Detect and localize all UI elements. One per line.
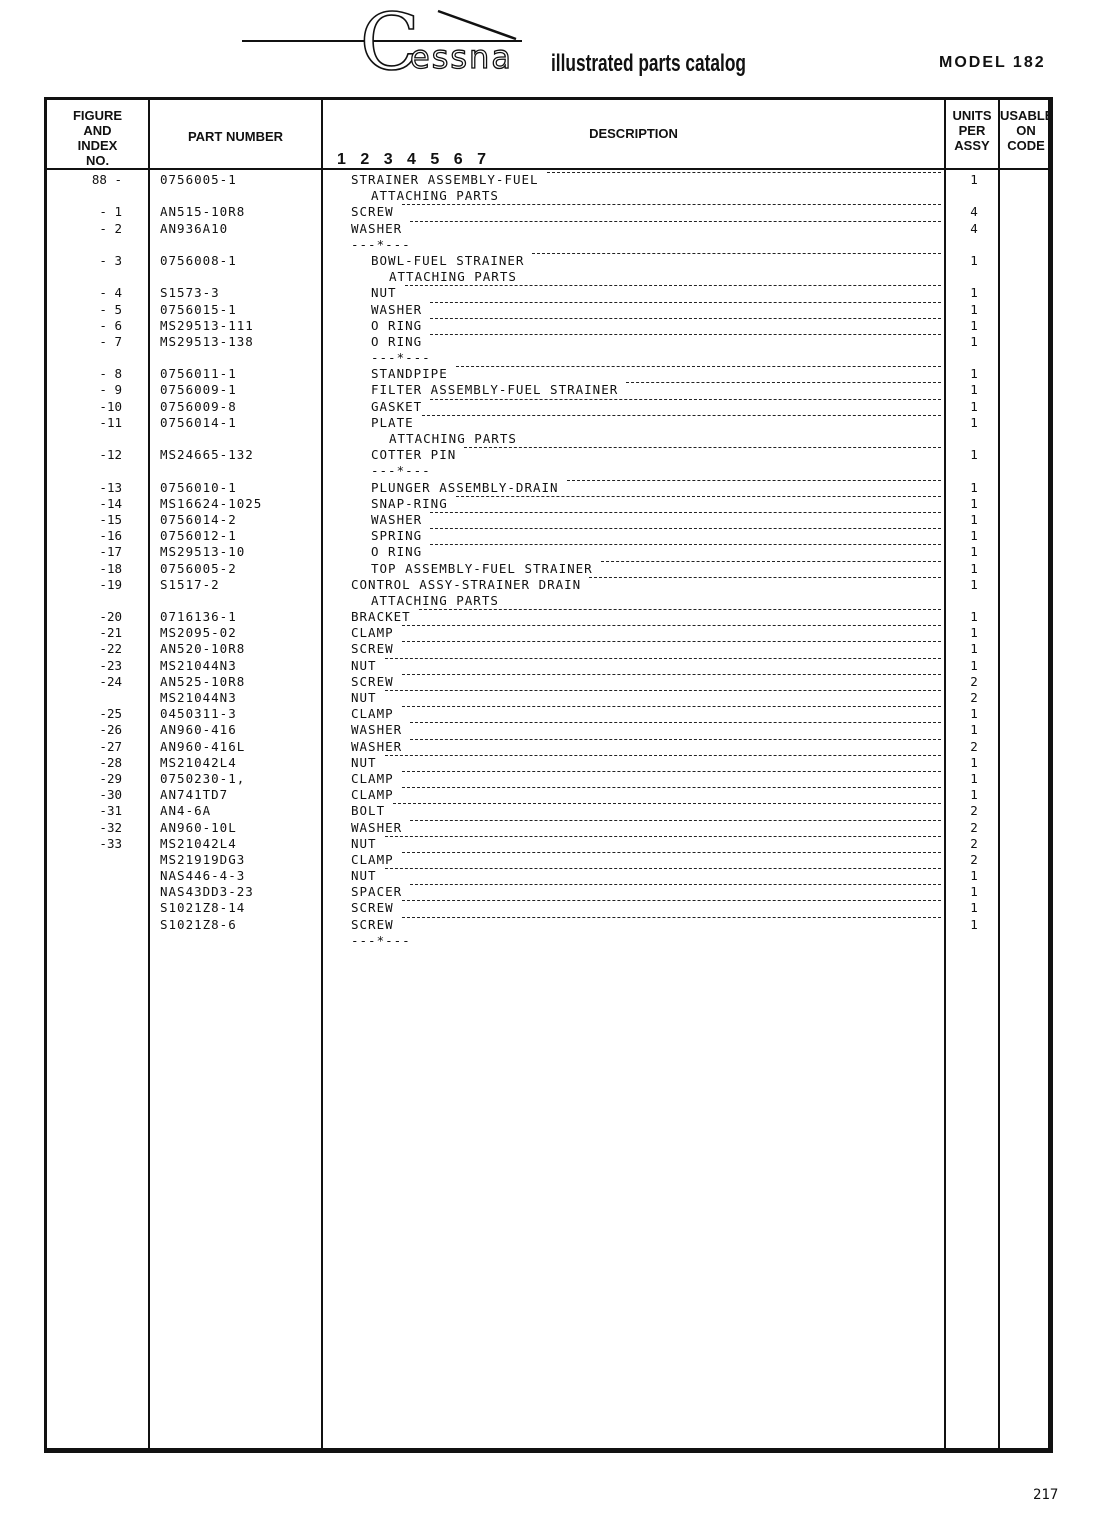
part-number: 0756009-8 xyxy=(160,398,237,414)
figure-index: -27 xyxy=(99,738,122,754)
table-row xyxy=(0,593,1113,609)
figure-index: -26 xyxy=(99,722,122,738)
leader-line xyxy=(430,302,941,303)
units-per-assy: 1 xyxy=(970,657,978,673)
description: NUT xyxy=(371,285,397,301)
table-row xyxy=(0,625,1113,641)
leader-line xyxy=(402,900,941,901)
description: SPACER xyxy=(351,884,403,900)
part-number: 0716136-1 xyxy=(160,609,237,625)
table-row xyxy=(0,787,1113,803)
table-row xyxy=(0,577,1113,593)
table-row xyxy=(0,544,1113,560)
units-per-assy: 2 xyxy=(970,851,978,867)
units-per-assy: 2 xyxy=(970,819,978,835)
leader-line xyxy=(402,625,941,626)
part-number: AN525-10R8 xyxy=(160,673,246,689)
model-label: MODEL 182 xyxy=(939,54,1046,71)
figure-index: -28 xyxy=(99,754,122,770)
table-row xyxy=(0,690,1113,706)
table-row xyxy=(0,350,1113,366)
leader-line xyxy=(430,318,941,319)
part-number: 0750230-1, xyxy=(160,770,246,786)
description: ---*--- xyxy=(351,236,411,252)
description: COTTER PIN xyxy=(371,447,457,463)
description: CONTROL ASSY-STRAINER DRAIN xyxy=(351,576,582,592)
part-number: S1021Z8-6 xyxy=(160,916,237,932)
units-per-assy: 2 xyxy=(970,690,978,705)
units-per-assy: 1 xyxy=(970,560,978,576)
units-per-assy: 1 xyxy=(970,301,978,317)
leader-line xyxy=(385,755,941,756)
header-figure: FIGURE AND INDEX NO. xyxy=(72,108,123,168)
units-per-assy: 1 xyxy=(970,787,978,803)
figure-index: - 6 xyxy=(99,317,122,333)
units-per-assy: 1 xyxy=(970,641,978,657)
description: ---*--- xyxy=(371,463,431,479)
description: O RING xyxy=(371,544,423,560)
description: PLATE xyxy=(371,414,414,430)
units-per-assy: 1 xyxy=(970,722,978,738)
part-number: MS2095-02 xyxy=(160,625,237,641)
description: BOLT xyxy=(351,803,386,819)
description: NUT xyxy=(351,754,377,770)
description: SCREW xyxy=(351,900,394,916)
units-per-assy: 2 xyxy=(970,673,978,689)
table-row xyxy=(0,771,1113,787)
part-number: MS24665-132 xyxy=(160,447,254,463)
table-row xyxy=(0,674,1113,690)
leader-line xyxy=(456,366,941,367)
figure-index: - 7 xyxy=(99,333,122,349)
table-row xyxy=(0,172,1113,188)
table-row xyxy=(0,658,1113,674)
figure-index: - 9 xyxy=(99,382,122,398)
units-per-assy: 1 xyxy=(970,252,978,268)
table-row xyxy=(0,917,1113,933)
catalog-title: illustrated parts catalog xyxy=(551,50,746,77)
figure-index: -32 xyxy=(99,819,122,835)
figure-index: 88 - xyxy=(91,172,122,187)
units-per-assy: 1 xyxy=(970,754,978,770)
leader-line xyxy=(402,787,941,788)
description: GASKET xyxy=(371,398,423,414)
units-per-assy: 2 xyxy=(970,803,978,819)
leader-line xyxy=(430,399,941,400)
figure-index: -10 xyxy=(99,398,122,414)
leader-line xyxy=(456,496,941,497)
part-number: AN960-416L xyxy=(160,738,246,754)
part-number: MS21044N3 xyxy=(160,690,237,705)
table-row xyxy=(0,221,1113,237)
table-row xyxy=(0,609,1113,625)
description: NUT xyxy=(351,835,377,851)
part-number: MS29513-138 xyxy=(160,333,254,349)
table-row xyxy=(0,399,1113,415)
header-units: UNITS PER ASSY xyxy=(952,108,992,153)
logo-initial: C xyxy=(360,0,420,88)
figure-index: -33 xyxy=(99,835,122,851)
table-row xyxy=(0,463,1113,479)
header-description: DESCRIPTION xyxy=(589,126,678,141)
description: SCREW xyxy=(351,916,394,932)
units-per-assy: 2 xyxy=(970,835,978,851)
leader-line xyxy=(547,172,941,173)
leader-line xyxy=(410,820,941,821)
description: STRAINER ASSEMBLY-FUEL xyxy=(351,172,539,187)
description: STANDPIPE xyxy=(371,366,448,382)
table-row xyxy=(0,480,1113,496)
table-row xyxy=(0,641,1113,657)
part-number: MS21042L4 xyxy=(160,754,237,770)
description: NUT xyxy=(351,657,377,673)
table-row xyxy=(0,496,1113,512)
figure-index: -23 xyxy=(99,657,122,673)
description: O RING xyxy=(371,333,423,349)
units-per-assy: 1 xyxy=(970,317,978,333)
table-row xyxy=(0,884,1113,900)
table-row xyxy=(0,528,1113,544)
part-number: 0450311-3 xyxy=(160,706,237,722)
table-row xyxy=(0,836,1113,852)
table-row xyxy=(0,431,1113,447)
leader-line xyxy=(402,852,941,853)
figure-index: -12 xyxy=(99,447,122,463)
table-row xyxy=(0,188,1113,204)
description: PLUNGER ASSEMBLY-DRAIN xyxy=(371,479,559,495)
units-per-assy: 1 xyxy=(970,868,978,884)
table-row xyxy=(0,447,1113,463)
table-row xyxy=(0,204,1113,220)
figure-index: -30 xyxy=(99,787,122,803)
leader-line xyxy=(385,868,941,869)
figure-index: -16 xyxy=(99,528,122,544)
units-per-assy: 1 xyxy=(970,576,978,592)
part-number: 0756015-1 xyxy=(160,301,237,317)
table-row xyxy=(0,852,1113,868)
parts-rows xyxy=(0,172,1113,949)
leader-line xyxy=(430,544,941,545)
table-row xyxy=(0,900,1113,916)
table-row xyxy=(0,366,1113,382)
units-per-assy: 1 xyxy=(970,285,978,301)
part-number: AN960-10L xyxy=(160,819,237,835)
leader-line xyxy=(410,739,941,740)
units-per-assy: 1 xyxy=(970,770,978,786)
units-per-assy: 1 xyxy=(970,382,978,398)
table-row xyxy=(0,237,1113,253)
leader-line xyxy=(419,609,941,610)
description: SPRING xyxy=(371,528,423,544)
page-number: 217 xyxy=(1033,1487,1059,1503)
description: WASHER xyxy=(351,722,403,738)
table-row xyxy=(0,868,1113,884)
figure-index: - 5 xyxy=(99,301,122,317)
description: O RING xyxy=(371,317,423,333)
description: ---*--- xyxy=(351,932,411,948)
leader-line xyxy=(601,561,941,562)
leader-line xyxy=(626,382,941,383)
units-per-assy: 1 xyxy=(970,916,978,932)
description: SCREW xyxy=(351,641,394,657)
units-per-assy: 1 xyxy=(970,884,978,900)
figure-index: -11 xyxy=(99,414,122,430)
figure-index: -21 xyxy=(99,625,122,641)
header-part-number: PART NUMBER xyxy=(187,129,284,144)
part-number: MS29513-10 xyxy=(160,544,246,560)
table-row xyxy=(0,706,1113,722)
units-per-assy: 1 xyxy=(970,511,978,527)
table-row xyxy=(0,334,1113,350)
leader-line xyxy=(402,674,941,675)
part-number: NAS446-4-3 xyxy=(160,868,246,884)
leader-line xyxy=(410,884,941,885)
leader-line xyxy=(385,690,941,691)
leader-line xyxy=(410,722,941,723)
leader-line xyxy=(402,706,941,707)
description: ATTACHING PARTS xyxy=(371,188,499,204)
description: SCREW xyxy=(351,204,394,220)
figure-index: -22 xyxy=(99,641,122,657)
part-number: 0756012-1 xyxy=(160,528,237,544)
table-row xyxy=(0,415,1113,431)
description: WASHER xyxy=(371,511,423,527)
description: NUT xyxy=(351,868,377,884)
part-number: AN936A10 xyxy=(160,220,229,236)
figure-index: -20 xyxy=(99,609,122,625)
figure-index: - 2 xyxy=(99,220,122,236)
part-number: 0756014-1 xyxy=(160,414,237,430)
units-per-assy: 1 xyxy=(970,544,978,560)
table-row xyxy=(0,561,1113,577)
description: ATTACHING PARTS xyxy=(389,269,517,285)
description: CLAMP xyxy=(351,770,394,786)
units-per-assy: 4 xyxy=(970,204,978,220)
part-number: MS21044N3 xyxy=(160,657,237,673)
description: BOWL-FUEL STRAINER xyxy=(371,252,525,268)
description: WASHER xyxy=(351,738,403,754)
leader-line xyxy=(402,917,941,918)
units-per-assy: 1 xyxy=(970,900,978,916)
leader-line xyxy=(422,415,941,416)
figure-index: -14 xyxy=(99,495,122,511)
part-number: AN515-10R8 xyxy=(160,204,246,220)
part-number: 0756014-2 xyxy=(160,511,237,527)
figure-index: - 1 xyxy=(99,204,122,220)
leader-line xyxy=(430,512,941,513)
description: CLAMP xyxy=(351,625,394,641)
units-per-assy: 2 xyxy=(970,738,978,754)
description: BRACKET xyxy=(351,609,411,625)
figure-index: -13 xyxy=(99,479,122,495)
description: CLAMP xyxy=(351,851,394,867)
table-row xyxy=(0,739,1113,755)
description: WASHER xyxy=(351,819,403,835)
units-per-assy: 1 xyxy=(970,366,978,382)
leader-line xyxy=(464,447,941,448)
part-number: S1021Z8-14 xyxy=(160,900,246,916)
table-row xyxy=(0,318,1113,334)
leader-line xyxy=(532,253,941,254)
leader-line xyxy=(410,221,941,222)
description: FILTER ASSEMBLY-FUEL STRAINER xyxy=(371,382,619,398)
figure-index: -31 xyxy=(99,803,122,819)
figure-index: - 4 xyxy=(99,285,122,301)
table-row xyxy=(0,269,1113,285)
part-number: MS16624-1025 xyxy=(160,495,263,511)
units-per-assy: 1 xyxy=(970,495,978,511)
description: CLAMP xyxy=(351,787,394,803)
description: NUT xyxy=(351,690,377,705)
leader-line xyxy=(405,285,941,286)
leader-line xyxy=(430,528,941,529)
figure-index: -24 xyxy=(99,673,122,689)
part-number: AN520-10R8 xyxy=(160,641,246,657)
figure-index: -15 xyxy=(99,511,122,527)
description: WASHER xyxy=(371,301,423,317)
units-per-assy: 1 xyxy=(970,414,978,430)
units-per-assy: 1 xyxy=(970,333,978,349)
description: ATTACHING PARTS xyxy=(389,431,517,446)
table-row xyxy=(0,253,1113,269)
part-number: S1573-3 xyxy=(160,285,220,301)
part-number: NAS43DD3-23 xyxy=(160,884,254,900)
figure-index: - 3 xyxy=(99,252,122,268)
header-usable: USABLE ON CODE xyxy=(1000,108,1054,153)
figure-index: -18 xyxy=(99,560,122,576)
leader-line xyxy=(567,480,941,481)
part-number: 0756009-1 xyxy=(160,382,237,398)
description: TOP ASSEMBLY-FUEL STRAINER xyxy=(371,560,593,576)
figure-index: -25 xyxy=(99,706,122,722)
table-row xyxy=(0,933,1113,949)
part-number: AN960-416 xyxy=(160,722,237,738)
indent-level-digits: 1 2 3 4 5 6 7 xyxy=(337,151,491,168)
units-per-assy: 1 xyxy=(970,609,978,625)
units-per-assy: 1 xyxy=(970,625,978,641)
units-per-assy: 1 xyxy=(970,172,978,187)
leader-line xyxy=(402,641,941,642)
units-per-assy: 1 xyxy=(970,447,978,463)
units-per-assy: 1 xyxy=(970,479,978,495)
figure-index: -29 xyxy=(99,770,122,786)
part-number: S1517-2 xyxy=(160,576,220,592)
table-row xyxy=(0,302,1113,318)
figure-index: -19 xyxy=(99,576,122,592)
table-row xyxy=(0,722,1113,738)
leader-line xyxy=(385,836,941,837)
description: SCREW xyxy=(351,673,394,689)
table-row xyxy=(0,755,1113,771)
part-number: 0756008-1 xyxy=(160,252,237,268)
figure-index: -17 xyxy=(99,544,122,560)
leader-line xyxy=(385,658,941,659)
table-row xyxy=(0,382,1113,398)
description: CLAMP xyxy=(351,706,394,722)
leader-line xyxy=(589,577,941,578)
units-per-assy: 1 xyxy=(970,398,978,414)
part-number: MS29513-111 xyxy=(160,317,254,333)
leader-line xyxy=(393,803,941,804)
units-per-assy: 4 xyxy=(970,220,978,236)
table-row xyxy=(0,512,1113,528)
table-row xyxy=(0,803,1113,819)
header-divider xyxy=(47,168,1048,170)
description: WASHER xyxy=(351,220,403,236)
part-number: 0756005-1 xyxy=(160,172,237,187)
part-number: AN741TD7 xyxy=(160,787,229,803)
part-number: 0756011-1 xyxy=(160,366,237,382)
part-number: MS21042L4 xyxy=(160,835,237,851)
table-row xyxy=(0,285,1113,301)
description: SNAP-RING xyxy=(371,495,448,511)
figure-index: - 8 xyxy=(99,366,122,382)
leader-line xyxy=(402,204,941,205)
part-number: 0756005-2 xyxy=(160,560,237,576)
units-per-assy: 1 xyxy=(970,706,978,722)
leader-line xyxy=(430,334,941,335)
units-per-assy: 1 xyxy=(970,528,978,544)
description: ATTACHING PARTS xyxy=(371,592,499,608)
table-row xyxy=(0,820,1113,836)
part-number: MS21919DG3 xyxy=(160,851,246,867)
leader-line xyxy=(402,771,941,772)
part-number: 0756010-1 xyxy=(160,479,237,495)
part-number: AN4-6A xyxy=(160,803,212,819)
logo-wordmark: essna xyxy=(410,38,513,76)
description: ---*--- xyxy=(371,350,431,366)
